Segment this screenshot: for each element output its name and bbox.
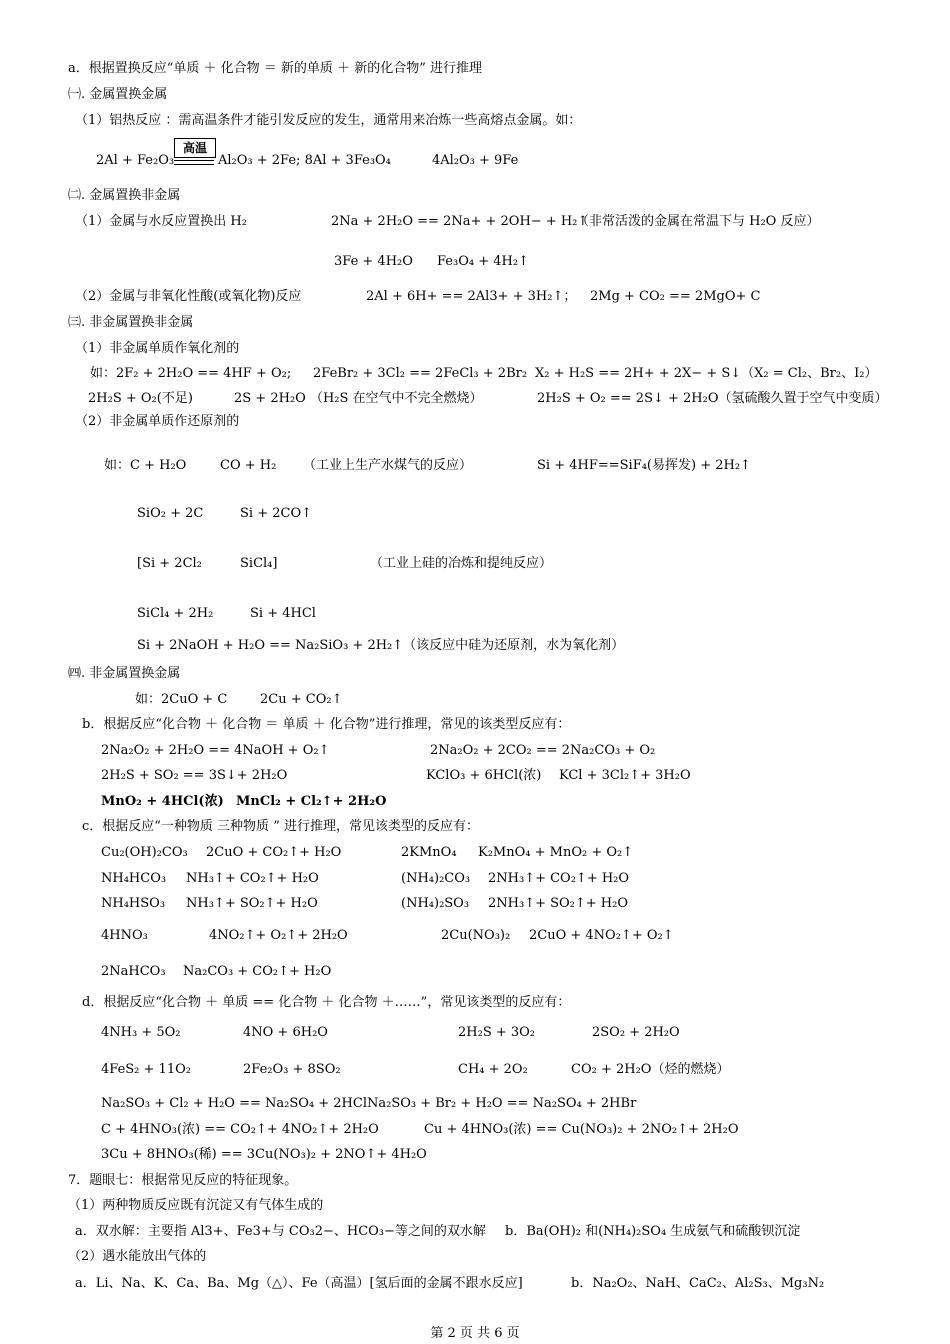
equation: Na₂SO₃ + Cl₂ + H₂O == Na₂SO₄ + 2HClNa₂SO₃ + Br₂ + H₂O == Na₂SO₄ + 2HBr	[101, 1096, 637, 1111]
equation: 3Cu + 8HNO₃(稀) == 3Cu(NO₃)₂ + 2NO↑+ 4H₂O	[101, 1147, 427, 1162]
equation-reactants: CH₄ + 2O₂	[458, 1062, 528, 1077]
equation-reactants: 2Al + Fe₂O₃	[96, 153, 175, 168]
metal-acid-label: （2）金属与非氧化性酸(或氧化物)反应	[75, 289, 302, 304]
equation: 2Na₂O₂ + 2CO₂ == 2Na₂CO₃ + O₂	[430, 743, 656, 758]
equation-reactants: 2NaHCO₃	[101, 964, 166, 979]
equation-reactants: 如：2CuO + C	[135, 692, 228, 707]
equation-reactants: 4FeS₂ + 11O₂	[101, 1062, 191, 1077]
equation-note: （工业上硅的冶炼和提纯反应）	[370, 556, 553, 571]
equation-reactants: MnO₂ + 4HCl(浓)	[101, 794, 224, 809]
equation-products: MnCl₂ + Cl₂↑+ 2H₂O	[236, 794, 387, 809]
equation-reactants: NH₄HSO₃	[101, 896, 166, 911]
list-item: a．双水解：主要指 Al3+、Fe3+与 CO₃2−、HCO₃−等之间的双水解	[75, 1224, 486, 1239]
equation: 2H₂S + SO₂ == 3S↓+ 2H₂O	[101, 768, 288, 783]
equation-reactants: 3Fe + 4H₂O	[334, 254, 413, 269]
equation: 2Mg + CO₂ == 2MgO+ C	[590, 289, 761, 304]
equation-products: SiCl₄]	[240, 556, 278, 571]
equation-products: 2CuO + CO₂↑+ H₂O	[206, 845, 342, 860]
equation: 如：2F₂ + 2H₂O == 4HF + O₂;	[90, 366, 292, 381]
equation-products: NH₃↑+ SO₂↑+ H₂O	[186, 896, 318, 911]
equation-reactants: 4HNO₃	[101, 928, 148, 943]
equation-reactants: 如：C + H₂O	[104, 458, 187, 473]
subsection-4-heading: ㈣. 非金属置换金属	[68, 666, 181, 681]
equation: Si + 2NaOH + H₂O == Na₂SiO₃ + 2H₂↑（该反应中硅为还原剂，水为氧化剂）	[137, 638, 625, 653]
equation: Si + 4HF==SiF₄(易挥发) + 2H₂↑	[537, 458, 751, 473]
subtopic-2-heading: （2）遇水能放出气体的	[68, 1249, 207, 1264]
equation-products: 2S + 2H₂O （H₂S 在空气中不完全燃烧）	[234, 391, 483, 406]
equation-reactants: Cu₂(OH)₂CO₃	[101, 845, 188, 860]
equation-reactants: 2H₂S + O₂(不足)	[88, 391, 193, 406]
reaction-condition-label: 高温	[174, 138, 216, 158]
equation-reactants: [Si + 2Cl₂	[137, 556, 202, 571]
equation-reactants: (NH₄)₂CO₃	[401, 871, 471, 886]
section-d-heading: d．根据反应“化合物 ＋ 单质 == 化合物 ＋ 化合物 ＋……”，常见该类型的反应有：	[82, 995, 571, 1010]
equation: 2Na + 2H₂O == 2Na+ + 2OH− + H₂↑	[331, 214, 589, 229]
equation-reactants: 2H₂S + 3O₂	[458, 1025, 536, 1040]
subsection-1-heading: ㈠. 金属置换金属	[68, 87, 168, 102]
equation-reactants: KClO₃ + 6HCl(浓)	[426, 768, 542, 783]
section-b-heading: b．根据反应“化合物 ＋ 化合物 ＝ 单质 ＋ 化合物”进行推理，常见的该类型反应有：	[82, 717, 571, 732]
equation-products: NH₃↑+ CO₂↑+ H₂O	[186, 871, 319, 886]
equation-reactants: 4NH₃ + 5O₂	[101, 1025, 181, 1040]
equation-products: 2Fe₂O₃ + 8SO₂	[243, 1062, 341, 1077]
equation-reactants: NH₄HCO₃	[101, 871, 167, 886]
section-c-heading: c．根据反应“一种物质 三种物质 ” 进行推理，常见该类型的反应有：	[82, 819, 479, 834]
equation-note: （非常活泼的金属在常温下与 H₂O 反应）	[576, 214, 820, 229]
reductant-label: （2）非金属单质作还原剂的	[75, 414, 240, 429]
equation: C + 4HNO₃(浓) == CO₂↑+ 4NO₂↑+ 2H₂O	[101, 1122, 379, 1137]
equation-products: K₂MnO₄ + MnO₂ + O₂↑	[478, 845, 634, 860]
equation-reactants: 2Cu(NO₃)₂	[441, 928, 511, 943]
equation: 2FeBr₂ + 3Cl₂ == 2FeCl₃ + 2Br₂	[313, 366, 528, 381]
equation-products: 2Cu + CO₂↑	[260, 692, 343, 707]
subtopic-1-heading: （1）两种物质反应既有沉淀又有气体生成的	[68, 1198, 324, 1213]
equation: X₂ + H₂S == 2H+ + 2X− + S↓（X₂ = Cl₂、Br₂、I₂）	[535, 366, 878, 381]
equation-products: 4NO + 6H₂O	[243, 1025, 328, 1040]
equation-products: Si + 4HCl	[250, 606, 316, 621]
equation-products: Si + 2CO↑	[240, 506, 312, 521]
equation-reactants: (NH₄)₂SO₃	[401, 896, 470, 911]
equation-note: （工业上生产水煤气的反应）	[303, 458, 473, 473]
equation-products: 4NO₂↑+ O₂↑+ 2H₂O	[209, 928, 348, 943]
page-footer: 第 2 页 共 6 页	[430, 1326, 520, 1341]
equation: 2Na₂O₂ + 2H₂O == 4NaOH + O₂↑	[101, 743, 330, 758]
equation-products: CO₂ + 2H₂O（烃的燃烧）	[571, 1062, 730, 1077]
equation-reactants: SiO₂ + 2C	[137, 506, 204, 521]
metal-water-label: （1）金属与水反应置换出 H₂	[75, 214, 247, 229]
subsection-2-heading: ㈡. 金属置换非金属	[68, 188, 181, 203]
list-item: a．Li、Na、K、Ca、Ba、Mg（△）、Fe（高温）[氢后面的金属不跟水反应]	[75, 1276, 523, 1291]
equation-products: Na₂CO₃ + CO₂↑+ H₂O	[183, 964, 332, 979]
equation: 2Al + 6H+ == 2Al3+ + 3H₂↑；	[366, 289, 577, 304]
equation-products: 2CuO + 4NO₂↑+ O₂↑	[529, 928, 674, 943]
reaction-arrow-line	[174, 160, 214, 165]
section-a-heading: a．根据置换反应“单质 ＋ 化合物 ＝ 新的单质 ＋ 新的化合物” 进行推理	[68, 61, 482, 76]
equation: 2H₂S + O₂ == 2S↓ + 2H₂O（氢硫酸久置于空气中变质）	[537, 391, 888, 406]
equation-products: 4Al₂O₃ + 9Fe	[432, 153, 519, 168]
oxidant-label: （1）非金属单质作氧化剂的	[75, 341, 240, 356]
list-item: b．Ba(OH)₂ 和(NH₄)₂SO₄ 生成氨气和硫酸钡沉淀	[505, 1224, 801, 1239]
thermite-intro: （1）铝热反应 ：需高温条件才能引发反应的发生，通常用来冶炼一些高熔点金属。如：	[75, 113, 582, 128]
equation-products: 2NH₃↑+ CO₂↑+ H₂O	[488, 871, 630, 886]
equation-reactants: SiCl₄ + 2H₂	[137, 606, 214, 621]
equation-products: Al₂O₃ + 2Fe; 8Al + 3Fe₃O₄	[218, 153, 391, 168]
equation-reactants: 2KMnO₄	[401, 845, 457, 860]
equation-products: 2SO₂ + 2H₂O	[592, 1025, 680, 1040]
subsection-3-heading: ㈢. 非金属置换非金属	[68, 315, 194, 330]
equation-products: KCl + 3Cl₂↑+ 3H₂O	[559, 768, 691, 783]
topic-7-heading: 7．题眼七：根据常见反应的特征现象。	[68, 1173, 298, 1188]
equation-products: CO + H₂	[220, 458, 277, 473]
list-item: b．Na₂O₂、NaH、CaC₂、Al₂S₃、Mg₃N₂	[571, 1276, 825, 1291]
equation: Cu + 4HNO₃(浓) == Cu(NO₃)₂ + 2NO₂↑+ 2H₂O	[424, 1122, 739, 1137]
equation-products: Fe₃O₄ + 4H₂↑	[437, 254, 529, 269]
equation-products: 2NH₃↑+ SO₂↑+ H₂O	[488, 896, 629, 911]
